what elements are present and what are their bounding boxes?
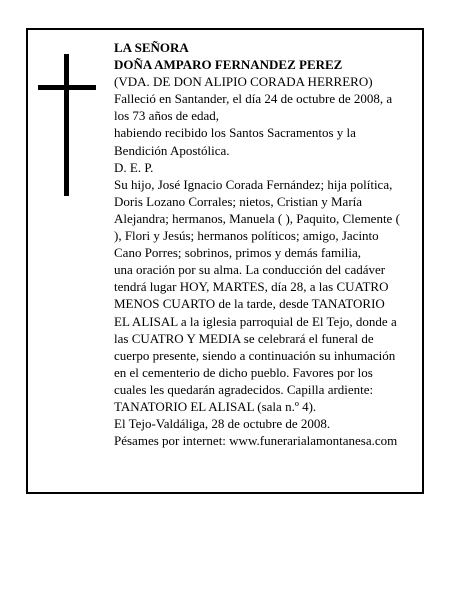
widow-line: (VDA. DE DON ALIPIO CORADA HERRERO) (114, 74, 373, 90)
obituary-text (114, 39, 419, 449)
text-line: ), Flori y Jesús; hermanos políticos; amigo, Jacinto (114, 228, 379, 244)
text-line: EL ALISAL a la iglesia parroquial de El Tejo, donde a (114, 313, 397, 329)
condolences-line: Pésames por internet: www.funerarialamontanesa.com (114, 433, 398, 449)
cross-icon (64, 54, 69, 196)
text-line: los 73 años de edad, (114, 108, 220, 124)
text-line: Cano Porres; sobrinos, primos y demás familia, (114, 245, 361, 261)
text-line: Bendición Apostólica. (114, 142, 230, 158)
rip-line: D. E. P. (114, 159, 154, 175)
text-line: Falleció en Santander, el día 24 de octubre de 2008, a (114, 91, 393, 107)
text-line: cuales les quedarán agradecidos. Capilla ardiente: (114, 381, 374, 397)
text-line: MENOS CUARTO de la tarde, desde TANATORIO (114, 296, 385, 312)
text-line: Alejandra; hermanos, Manuela ( ), Paquito, Clemente ( (114, 210, 400, 226)
text-line: TANATORIO EL ALISAL (sala n.º 4). (114, 398, 317, 414)
text-line: cuerpo presente, siendo a continuación su inhumación (114, 347, 396, 363)
text-line: Doris Lozano Corrales; nietos, Cristian y María (114, 193, 363, 209)
place-date-line: El Tejo-Valdáliga, 28 de octubre de 2008. (114, 416, 331, 432)
text-line: una oración por su alma. La conducción del cadáver (114, 262, 386, 278)
text-line: en el cementerio de dicho pueblo. Favores por los (114, 364, 373, 380)
deceased-name: DOÑA AMPARO FERNANDEZ PEREZ (114, 57, 343, 73)
text-line: Su hijo, José Ignacio Corada Fernández; hija política, (114, 176, 393, 192)
title-line: LA SEÑORA (114, 40, 189, 55)
text-line: las CUATRO Y MEDIA se celebrará el funeral de (114, 330, 374, 346)
text-line: tendrá lugar HOY, MARTES, día 28, a las CUATRO (114, 279, 389, 295)
cross-icon-crossbar (38, 85, 96, 90)
text-line: habiendo recibido los Santos Sacramentos y la (114, 125, 356, 141)
